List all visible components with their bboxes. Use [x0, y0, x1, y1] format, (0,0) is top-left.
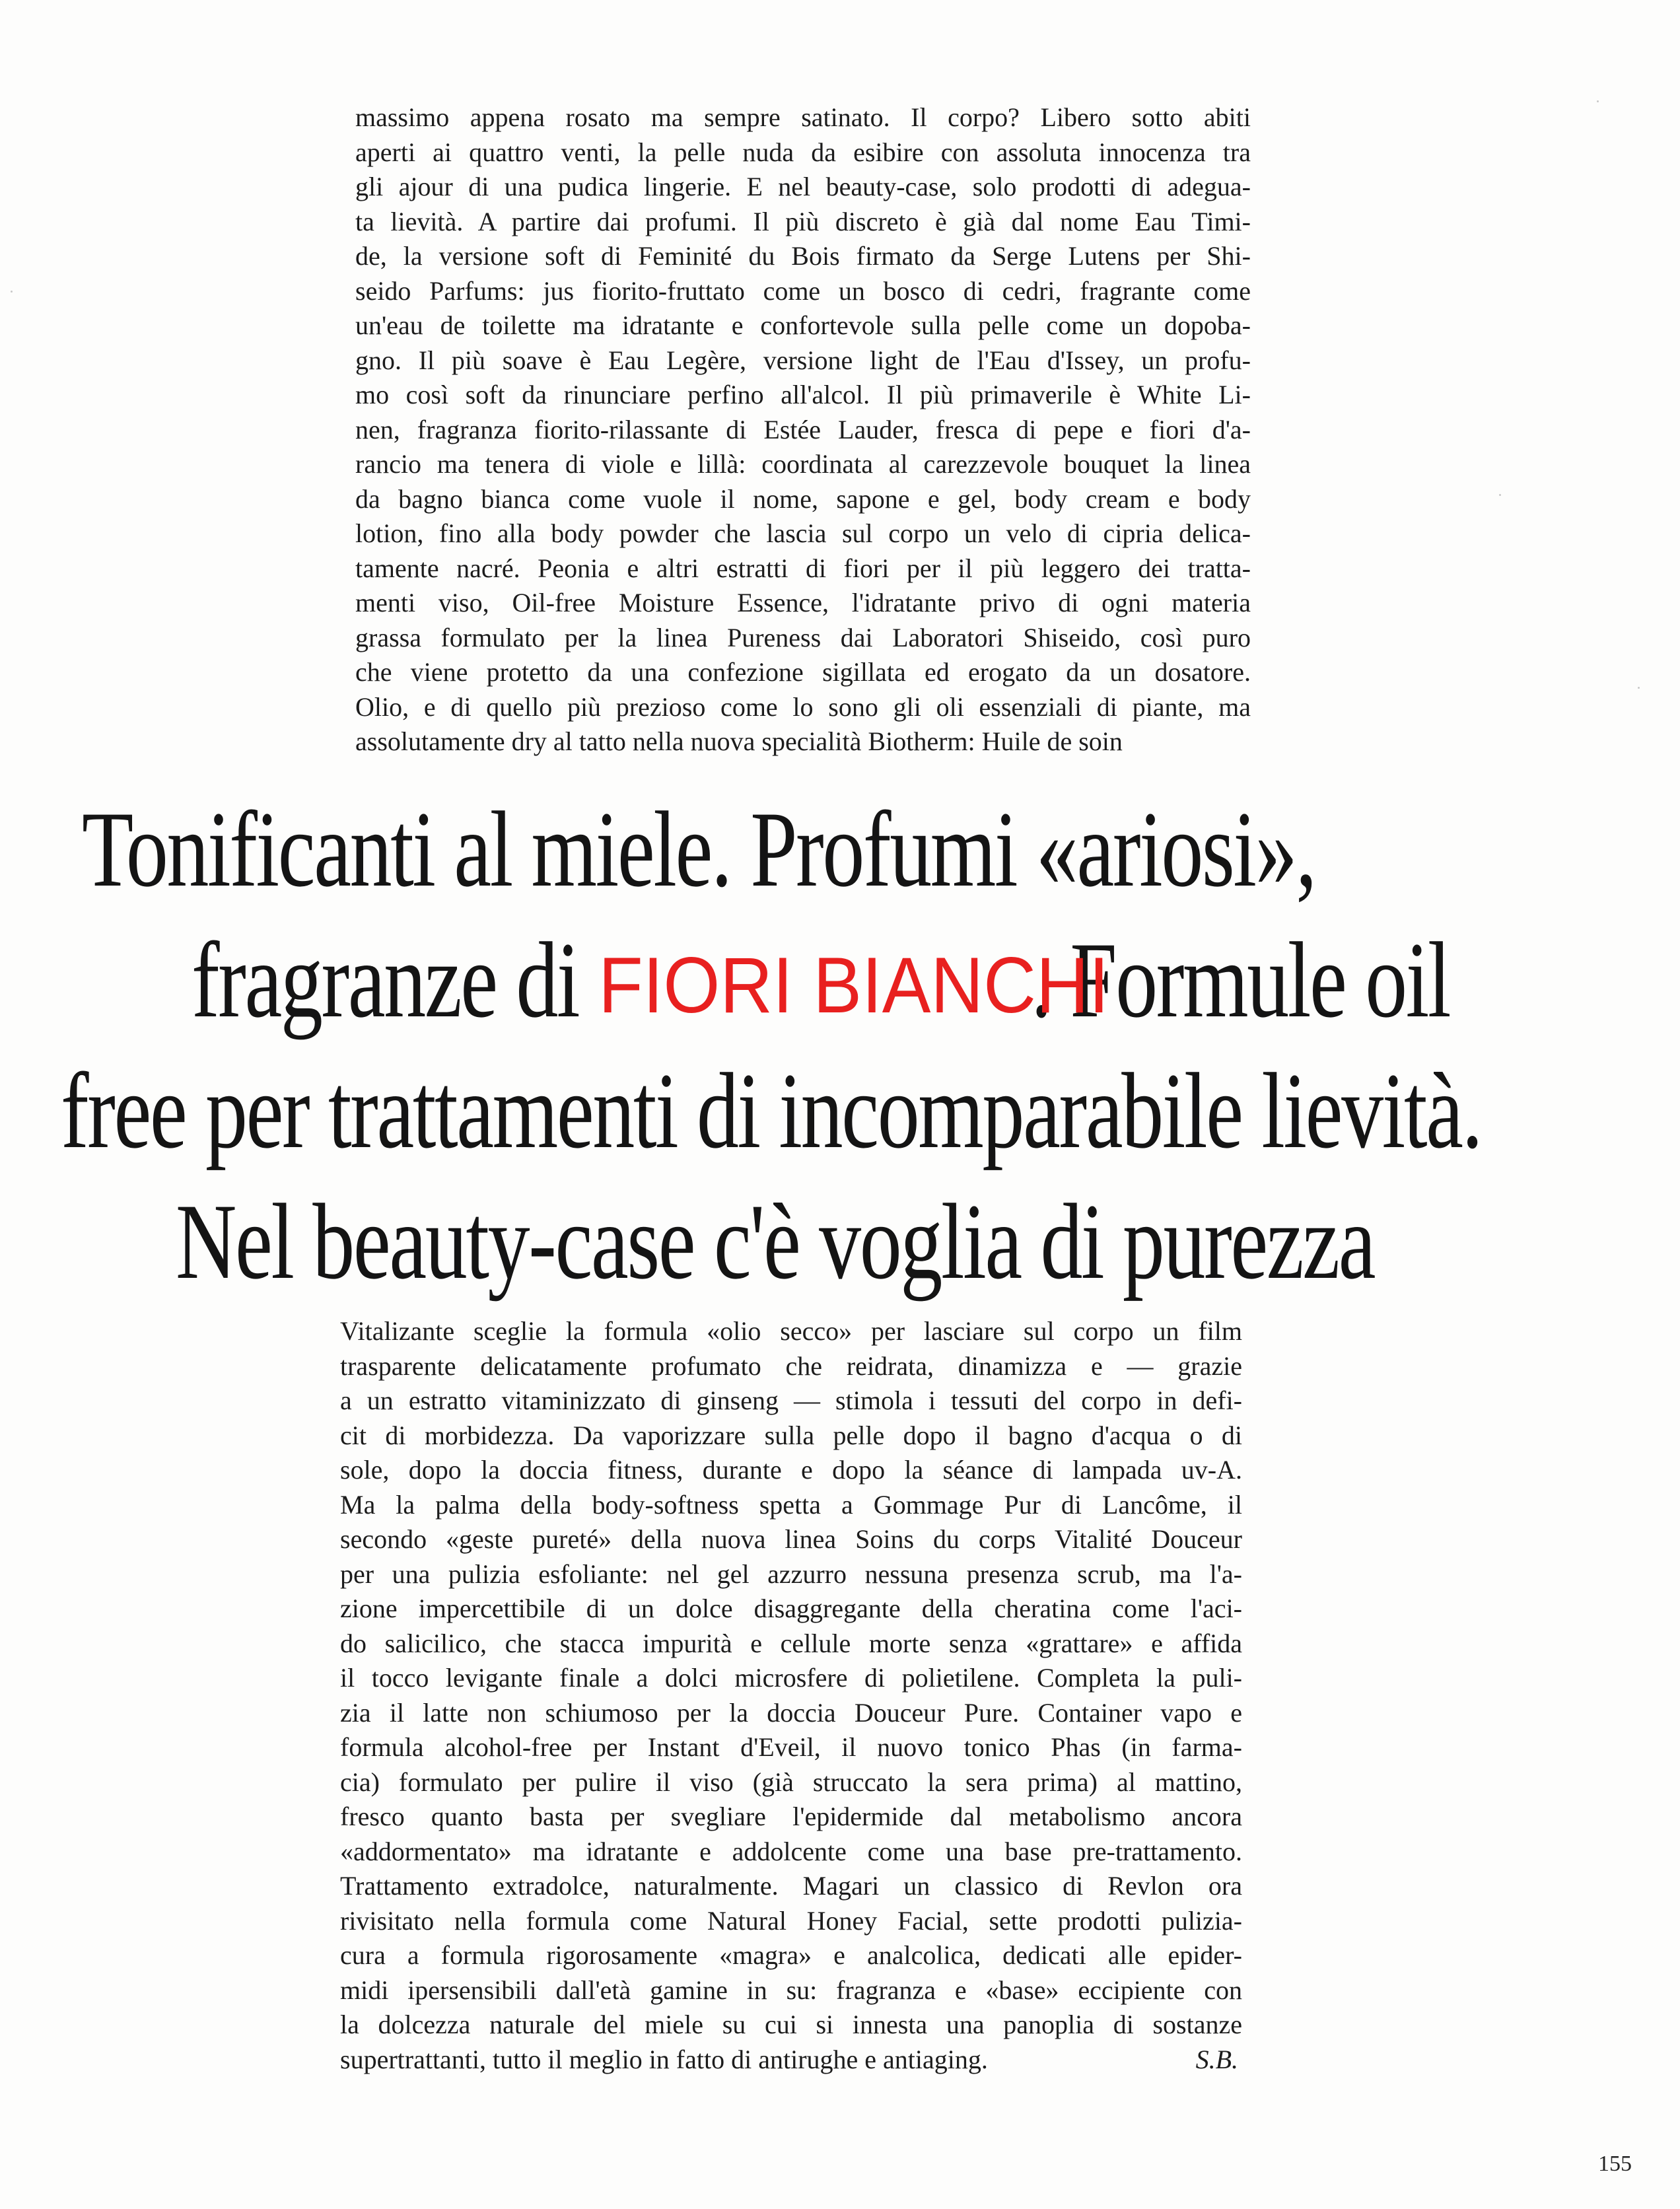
paper-speck	[1638, 687, 1640, 689]
text-line: la dolcezza naturale del miele su cui si innesta una panoplia di sostanze	[340, 2010, 1242, 2039]
text-line: zione impercettibile di un dolce disaggregante della cheratina come l'aci-	[340, 1594, 1242, 1623]
page-number: 155	[1598, 2152, 1632, 2176]
text-line: per una pulizia esfoliante: nel gel azzurro nessuna presenza scrub, ma l'a-	[340, 1559, 1242, 1589]
headline-line-3: free per trattamenti di incomparabile lievità.	[61, 1051, 1482, 1171]
text-line: mo così soft da rinunciare perfino all'alcol. Il più primaverile è White Li-	[355, 380, 1251, 409]
text-line: Olio, e di quello più prezioso come lo sono gli oli essenziali di piante, ma	[355, 691, 1251, 722]
text-line: assolutamente dry al tatto nella nuova specialità Biotherm: Huile de soin	[355, 726, 1123, 756]
text-line: trasparente delicatamente profumato che reidrata, dinamizza e — grazie	[340, 1350, 1242, 1381]
article-text-bottom	[340, 1314, 1242, 2077]
text-line: midi ipersensibili dall'età gamine in su: fragranza e «base» eccipiente con	[340, 1975, 1242, 2005]
text-line: secondo «geste pureté» della nuova linea Soins du corps Vitalité Douceur	[340, 1524, 1242, 1554]
headline-line-1: Tonificanti al miele. Profumi «ariosi»,	[82, 790, 1315, 909]
text-line: menti viso, Oil-free Moisture Essence, l'idratante privo di ogni materia	[355, 588, 1251, 617]
text-line: cit di morbidezza. Da vaporizzare sulla pelle dopo il bagno d'acqua o di	[340, 1420, 1242, 1450]
text-line: gli ajour di una pudica lingerie. E nel beauty-case, solo prodotti di adegua-	[355, 172, 1251, 201]
text-line: Trattamento extradolce, naturalmente. Magari un classico di Revlon ora	[340, 1871, 1242, 1901]
headline-line-2-start: fragranze di	[192, 921, 579, 1040]
headline-line-2-end: . Formule oil	[1031, 921, 1450, 1040]
text-line: fresco quanto basta per svegliare l'epidermide dal metabolismo ancora	[340, 1802, 1242, 1831]
text-line: che viene protetto da una confezione sigillata ed erogato da un dosatore.	[355, 657, 1251, 687]
text-line: ta lievità. A partire dai profumi. Il più discreto è già dal nome Eau Timi-	[355, 206, 1251, 236]
text-line: Vitalizante sceglie la formula «olio secco» per lasciare sul corpo un film	[340, 1316, 1242, 1346]
text-line: seido Parfums: jus fiorito-fruttato come un bosco di cedri, fragrante come	[355, 275, 1251, 306]
text-line: a un estratto vitaminizzato di ginseng — stimola i tessuti del corpo in defi-	[340, 1385, 1242, 1415]
text-line: cia) formulato per pulire il viso (già struccato la sera prima) al mattino,	[340, 1767, 1242, 1797]
text-line: da bagno bianca come vuole il nome, sapone e gel, body cream e body	[355, 483, 1251, 514]
paper-speck	[11, 291, 13, 293]
author-signature: S.B.	[1195, 2044, 1238, 2074]
text-line: rivisitato nella formula come Natural Honey Facial, sette prodotti pulizia-	[340, 1905, 1242, 1936]
text-line: aperti ai quattro venti, la pelle nuda da esibire con assoluta innocenza tra	[355, 137, 1251, 167]
text-line: tamente nacré. Peonia e altri estratti di fiori per il più leggero dei tratta-	[355, 553, 1251, 583]
headline-line-2	[192, 921, 1450, 1040]
text-line: de, la versione soft di Feminité du Bois firmato da Serge Lutens per Shi-	[355, 241, 1251, 271]
paper-speck	[1499, 494, 1501, 496]
text-line: un'eau de toilette ma idratante e confortevole sulla pelle come un dopoba-	[355, 310, 1251, 340]
text-line: cura a formula rigorosamente «magra» e analcolica, dedicati alle epider-	[340, 1940, 1242, 1970]
headline-highlight: FIORI BIANCHI	[598, 941, 1109, 1030]
article-text-top	[355, 100, 1251, 759]
text-line: «addormentato» ma idratante e addolcente come una base pre-trattamento.	[340, 1836, 1242, 1866]
text-line: zia il latte non schiumoso per la doccia Douceur Pure. Container vapo e	[340, 1697, 1242, 1728]
text-line: lotion, fino alla body powder che lascia sul corpo un velo di cipria delica-	[355, 518, 1251, 548]
article-text-bottom-lines	[340, 1314, 1242, 2043]
text-line: gno. Il più soave è Eau Legère, versione light de l'Eau d'Issey, un profu-	[355, 345, 1251, 375]
paper-speck	[1597, 100, 1599, 102]
text-line: massimo appena rosato ma sempre satinato. Il corpo? Libero sotto abiti	[355, 102, 1251, 132]
text-line: grassa formulato per la linea Pureness dai Laboratori Shiseido, così puro	[355, 622, 1251, 652]
text-line: il tocco levigante finale a dolci microsfere di polietilene. Completa la puli-	[340, 1663, 1242, 1693]
text-line: Ma la palma della body-softness spetta a Gommage Pur di Lancôme, il	[340, 1489, 1242, 1520]
closing-text: supertrattanti, tutto il meglio in fatto di antirughe e antiaging.	[340, 2044, 988, 2074]
closing-line	[340, 2043, 1242, 2078]
text-line: nen, fragranza fiorito-rilassante di Estée Lauder, fresca di pepe e fiori d'a-	[355, 414, 1251, 444]
headline-line-4: Nel beauty-case c'è voglia di purezza	[176, 1182, 1375, 1302]
text-line: do salicilico, che stacca impurità e cellule morte senza «grattare» e affida	[340, 1628, 1242, 1658]
text-line: rancio ma tenera di viole e lillà: coordinata al carezzevole bouquet la linea	[355, 449, 1251, 479]
text-line: formula alcohol-free per Instant d'Eveil, il nuovo tonico Phas (in farma-	[340, 1732, 1242, 1762]
text-line: sole, dopo la doccia fitness, durante e dopo la séance di lampada uv-A.	[340, 1455, 1242, 1485]
